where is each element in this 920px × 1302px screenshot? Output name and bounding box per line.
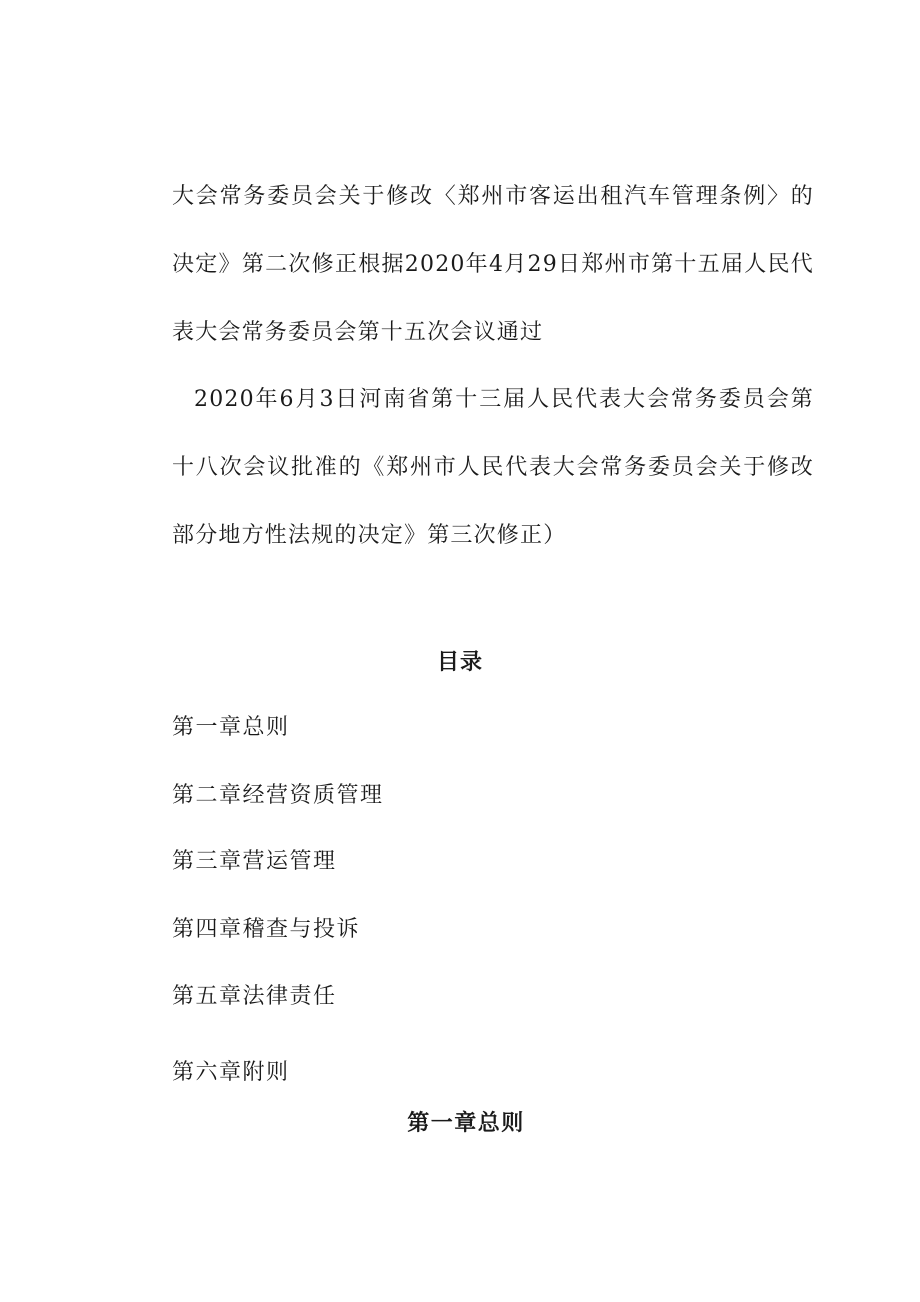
toc-item-chapter-2: 第二章经营资质管理 bbox=[172, 783, 384, 808]
chapter-heading: 第一章总则 bbox=[407, 1110, 525, 1136]
toc-item-chapter-6: 第六章附则 bbox=[172, 1060, 290, 1085]
toc-title: 目录 bbox=[436, 649, 483, 675]
amendment-history-paragraph: 大会常务委员会关于修改〈郑州市客运出租汽车管理条例〉的决定》第二次修正根据2020年4月29日郑州市第十五届人民代表大会常务委员会第十五次会议通过 bbox=[172, 184, 814, 345]
toc-item-chapter-4: 第四章稽查与投诉 bbox=[172, 917, 361, 942]
toc-item-chapter-5: 第五章法律责任 bbox=[172, 984, 337, 1009]
approval-paragraph: 2020年6月3日河南省第十三届人民代表大会常务委员会第十八次会议批准的《郑州市人民代表大会常务委员会关于修改部分地方性法规的决定》第三次修正） bbox=[172, 387, 814, 548]
toc-item-chapter-1: 第一章总则 bbox=[172, 715, 290, 740]
toc-item-chapter-3: 第三章营运管理 bbox=[172, 849, 337, 874]
